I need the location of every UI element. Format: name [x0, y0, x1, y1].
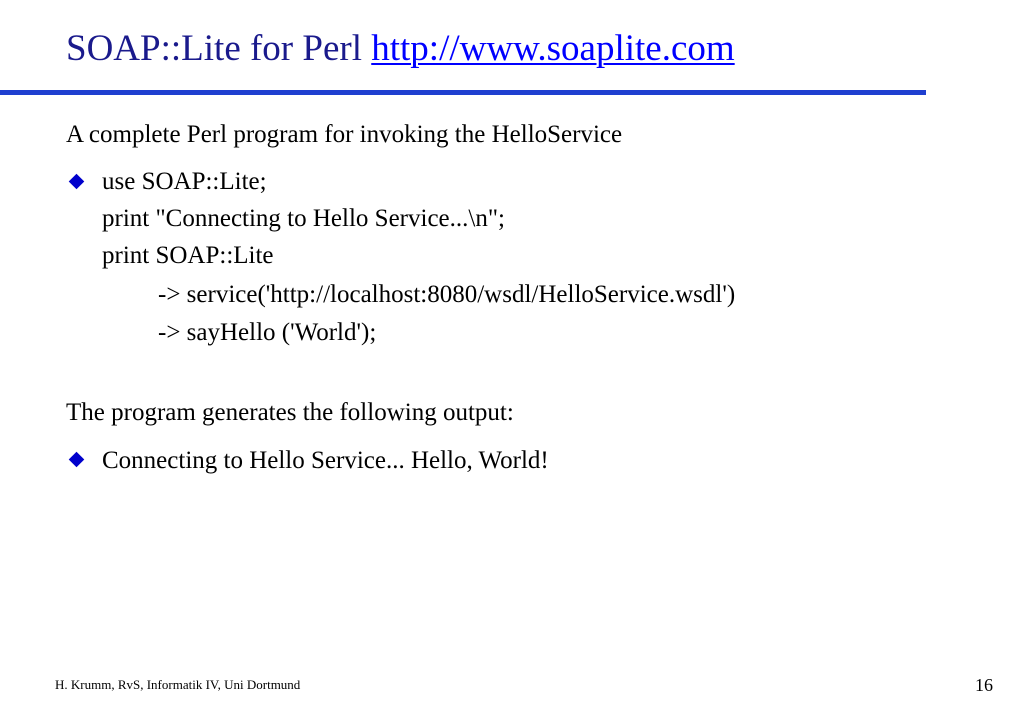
code-line-5: -> sayHello ('World'); — [158, 319, 377, 346]
soaplite-link[interactable]: http://www.soaplite.com — [371, 28, 735, 69]
slide-title — [66, 24, 735, 74]
page-number: 16 — [975, 675, 993, 695]
intro-text: A complete Perl program for invoking the HelloService — [66, 121, 623, 148]
code-line-2: print "Connecting to Hello Service...\n"; — [102, 205, 505, 232]
output-line: Connecting to Hello Service... Hello, World! — [102, 447, 549, 474]
code-line-1: use SOAP::Lite; — [102, 168, 267, 195]
diamond-bullet-icon — [69, 174, 85, 190]
title-divider — [0, 90, 926, 95]
code-line-3: print SOAP::Lite — [102, 242, 274, 269]
slide-title-text: SOAP::Lite for Perl — [66, 28, 362, 69]
footer-text: H. Krumm, RvS, Informatik IV, Uni Dortmund — [55, 677, 301, 692]
code-line-4: -> service('http://localhost:8080/wsdl/HelloService.wsdl') — [158, 281, 736, 308]
diamond-bullet-icon — [69, 452, 85, 468]
output-intro-text: The program generates the following output: — [66, 399, 514, 426]
